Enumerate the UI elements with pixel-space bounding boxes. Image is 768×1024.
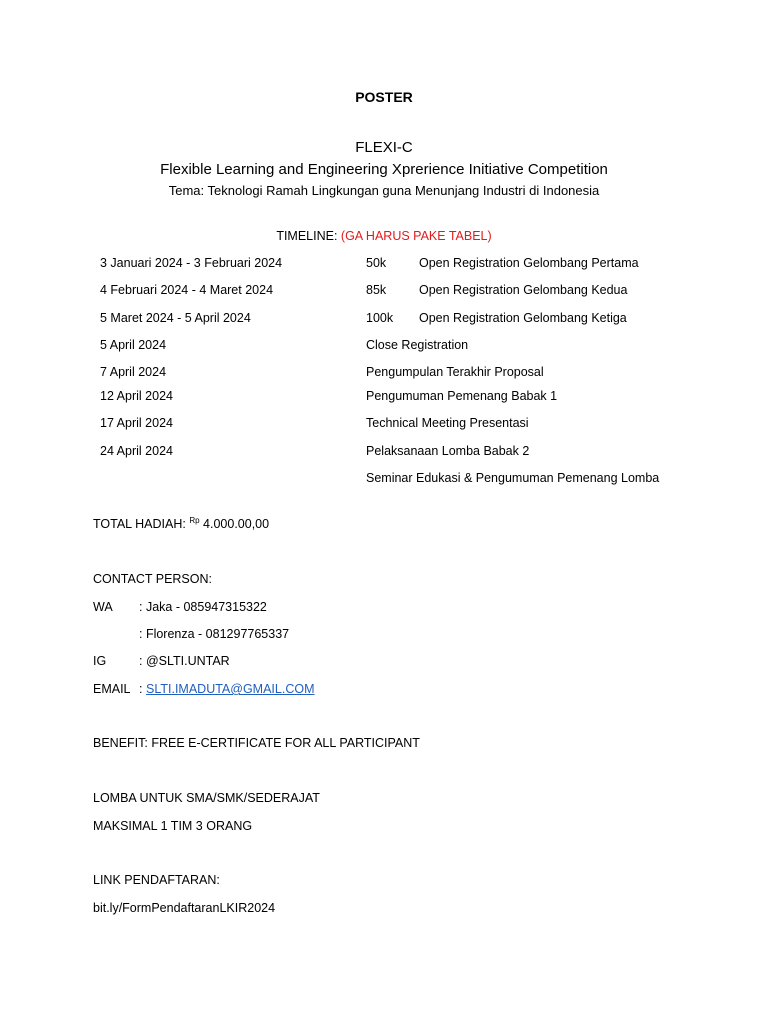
timeline-date: 7 April 2024 — [100, 365, 167, 379]
registration-fee: 50k — [366, 256, 387, 270]
email-colon: : — [139, 682, 143, 696]
currency-symbol: Rp — [189, 515, 200, 525]
competition-theme: Tema: Teknologi Ramah Lingkungan guna Menunjang Industri di Indonesia — [168, 183, 600, 198]
team-size: MAKSIMAL 1 TIM 3 ORANG — [93, 819, 253, 833]
timeline-date: 24 April 2024 — [100, 444, 173, 458]
registration-fee: 85k — [366, 283, 387, 297]
timeline-event: Pengumuman Pemenang Babak 1 — [366, 389, 558, 403]
wa-contact-florenza: : Florenza - 081297765337 — [139, 627, 290, 641]
registration-url: bit.ly/FormPendaftaranLKIR2024 — [93, 901, 276, 915]
timeline-date: 5 April 2024 — [100, 338, 167, 352]
timeline-date: 4 Februari 2024 - 4 Maret 2024 — [100, 283, 274, 297]
total-prize — [93, 517, 269, 531]
timeline-event: Pelaksanaan Lomba Babak 2 — [366, 444, 530, 458]
registration-fee: 100k — [366, 311, 394, 325]
prize-amount: 4.000.00,00 — [203, 517, 270, 531]
ig-handle: : @SLTI.UNTAR — [139, 654, 230, 668]
timeline-event: Open Registration Gelombang Pertama — [419, 256, 639, 270]
timeline-date: 17 April 2024 — [100, 416, 173, 430]
email-label: EMAIL — [93, 682, 131, 696]
prize-label: TOTAL HADIAH: — [93, 517, 186, 531]
timeline-event: Technical Meeting Presentasi — [366, 416, 529, 430]
timeline-date: 12 April 2024 — [100, 389, 173, 403]
timeline-note: (GA HARUS PAKE TABEL) — [340, 229, 492, 243]
timeline-heading — [0, 229, 768, 243]
timeline-event: Pengumpulan Terakhir Proposal — [366, 365, 544, 379]
timeline-date: 3 Januari 2024 - 3 Februari 2024 — [100, 256, 283, 270]
poster-title: POSTER — [355, 89, 413, 105]
ig-label: IG — [93, 654, 107, 668]
timeline-label: TIMELINE: — [276, 229, 338, 243]
timeline-event: Seminar Edukasi & Pengumuman Pemenang Lomba — [366, 471, 660, 485]
contact-heading: CONTACT PERSON: — [93, 572, 212, 586]
wa-label: WA — [93, 600, 113, 614]
competition-full-name: Flexible Learning and Engineering Xprerience Initiative Competition — [160, 161, 608, 178]
wa-contact-jaka: : Jaka - 085947315322 — [139, 600, 267, 614]
email-link[interactable]: SLTI.IMADUTA@GMAIL.COM — [146, 682, 315, 696]
timeline-event: Close Registration — [366, 338, 469, 352]
competition-name: FLEXI-C — [355, 139, 413, 156]
benefit-text: BENEFIT: FREE E-CERTIFICATE FOR ALL PARTICIPANT — [93, 736, 420, 750]
timeline-event: Open Registration Gelombang Kedua — [419, 283, 628, 297]
registration-heading: LINK PENDAFTARAN: — [93, 873, 220, 887]
timeline-date: 5 Maret 2024 - 5 April 2024 — [100, 311, 251, 325]
timeline-event: Open Registration Gelombang Ketiga — [419, 311, 627, 325]
eligibility-level: LOMBA UNTUK SMA/SMK/SEDERAJAT — [93, 791, 320, 805]
